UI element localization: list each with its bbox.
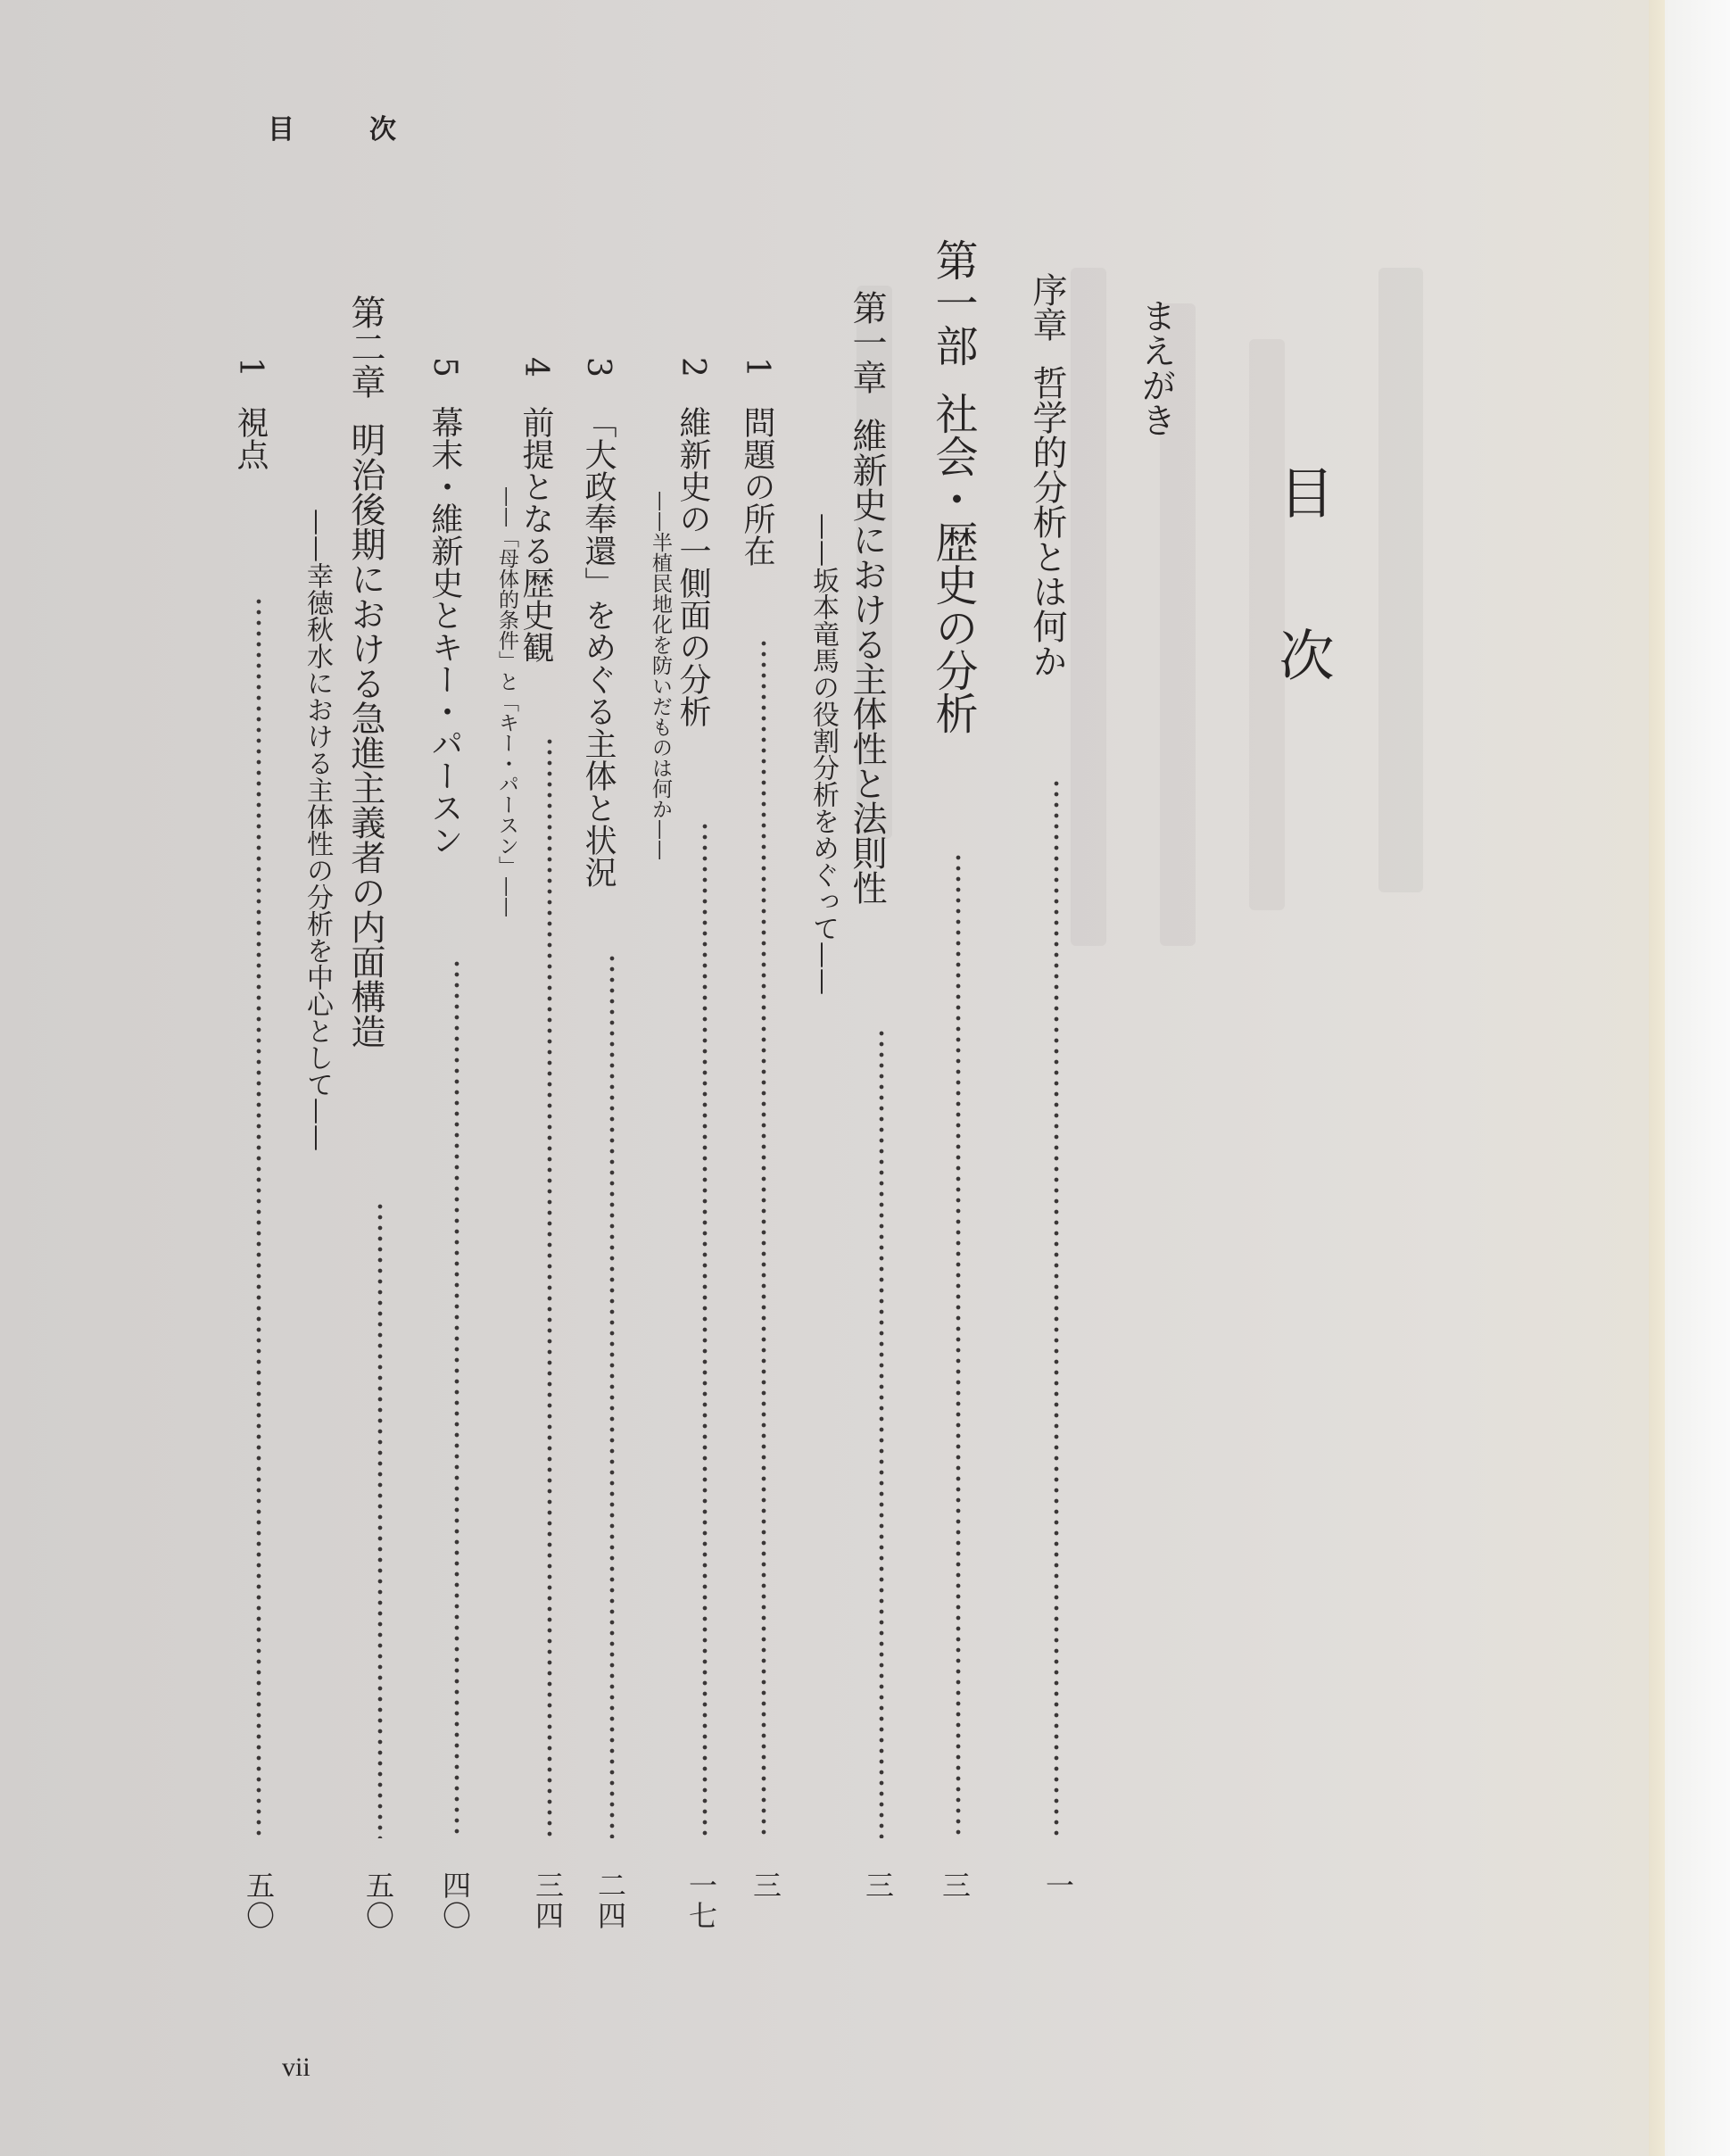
- section-title: 幕末・維新史とキー・パースン: [426, 405, 463, 856]
- part1-label: 第一部: [928, 238, 978, 367]
- toc-preface[interactable]: [1136, 298, 1176, 437]
- leader-dots: [255, 596, 262, 1838]
- page-number: vii: [282, 2052, 310, 2082]
- show-through-text: [1071, 268, 1106, 946]
- section-number: 3: [580, 357, 617, 377]
- intro-page: 一: [1041, 1870, 1075, 1901]
- toc-part-1[interactable]: [928, 238, 978, 734]
- toc-intro[interactable]: [1027, 272, 1067, 678]
- section-title: 維新史の一側面の分析: [675, 405, 711, 727]
- section-page: 五〇: [242, 1870, 276, 1931]
- section-subtitle: ——「母体的条件」と「キー・パースン」——: [495, 486, 518, 917]
- preface-title: まえがき: [1136, 298, 1176, 437]
- ch2-subtitle: ——幸徳秋水における主体性の分析を中心として——: [302, 509, 333, 1151]
- ch2-label: 第二章: [345, 294, 385, 399]
- toc-section[interactable]: [580, 357, 617, 888]
- section-page: 二四: [593, 1870, 627, 1931]
- section-title: 「大政奉還」をめぐる主体と状況: [580, 405, 617, 888]
- leader-dots: [701, 821, 708, 1838]
- section-number: 1: [739, 357, 775, 377]
- ch2-title: 明治後期における急進主義者の内面構造: [345, 422, 385, 1049]
- section-number: 4: [517, 357, 554, 377]
- leader-dots: [377, 1201, 384, 1838]
- leader-dots: [608, 953, 616, 1838]
- ch1-subtitle: ——坂本竜馬の役割分析をめぐって——: [807, 513, 839, 995]
- section-number: 5: [426, 357, 463, 377]
- ch1-page: 三: [861, 1870, 895, 1901]
- toc-chapter-1[interactable]: [847, 290, 887, 905]
- intro-label: 序章: [1027, 272, 1067, 342]
- section-title: 視点: [232, 405, 269, 470]
- toc-section[interactable]: [741, 357, 773, 567]
- intro-title: 哲学的分析とは何か: [1027, 365, 1067, 678]
- section-page: 一七: [684, 1870, 718, 1931]
- section-title: 前提となる歴史観: [517, 405, 554, 663]
- toc-section[interactable]: [232, 357, 269, 470]
- ch1-label: 第一章: [847, 290, 887, 394]
- page-edge: [1649, 0, 1665, 2156]
- leader-dots: [878, 1028, 885, 1838]
- section-subtitle: ——半植民地化を防いだものは何か——: [649, 491, 672, 860]
- leader-dots: [546, 736, 553, 1838]
- page-title: 目次: [1270, 464, 1335, 789]
- running-head: 目次: [268, 114, 471, 145]
- part1-title: 社会・歴史の分析: [928, 392, 978, 734]
- section-title: 問題の所在: [739, 405, 775, 567]
- section-page: 四〇: [438, 1870, 472, 1931]
- ch1-title: 維新史における主体性と法則性: [847, 418, 887, 905]
- toc-section[interactable]: [517, 357, 554, 663]
- show-through-text: [1378, 268, 1423, 892]
- toc-section[interactable]: [426, 357, 463, 856]
- leader-dots: [955, 852, 962, 1838]
- section-number: 1: [232, 357, 269, 377]
- ch2-page: 五〇: [361, 1870, 395, 1931]
- leader-dots: [760, 638, 767, 1838]
- leader-dots: [1053, 778, 1060, 1838]
- leader-dots: [453, 958, 460, 1838]
- toc-section[interactable]: [675, 357, 711, 727]
- section-number: 2: [675, 357, 711, 377]
- section-page: 三: [749, 1870, 782, 1901]
- backdrop: [1665, 0, 1730, 2156]
- section-page: 三四: [531, 1870, 565, 1931]
- part1-page: 三: [938, 1870, 972, 1901]
- toc-chapter-2[interactable]: [345, 294, 385, 1049]
